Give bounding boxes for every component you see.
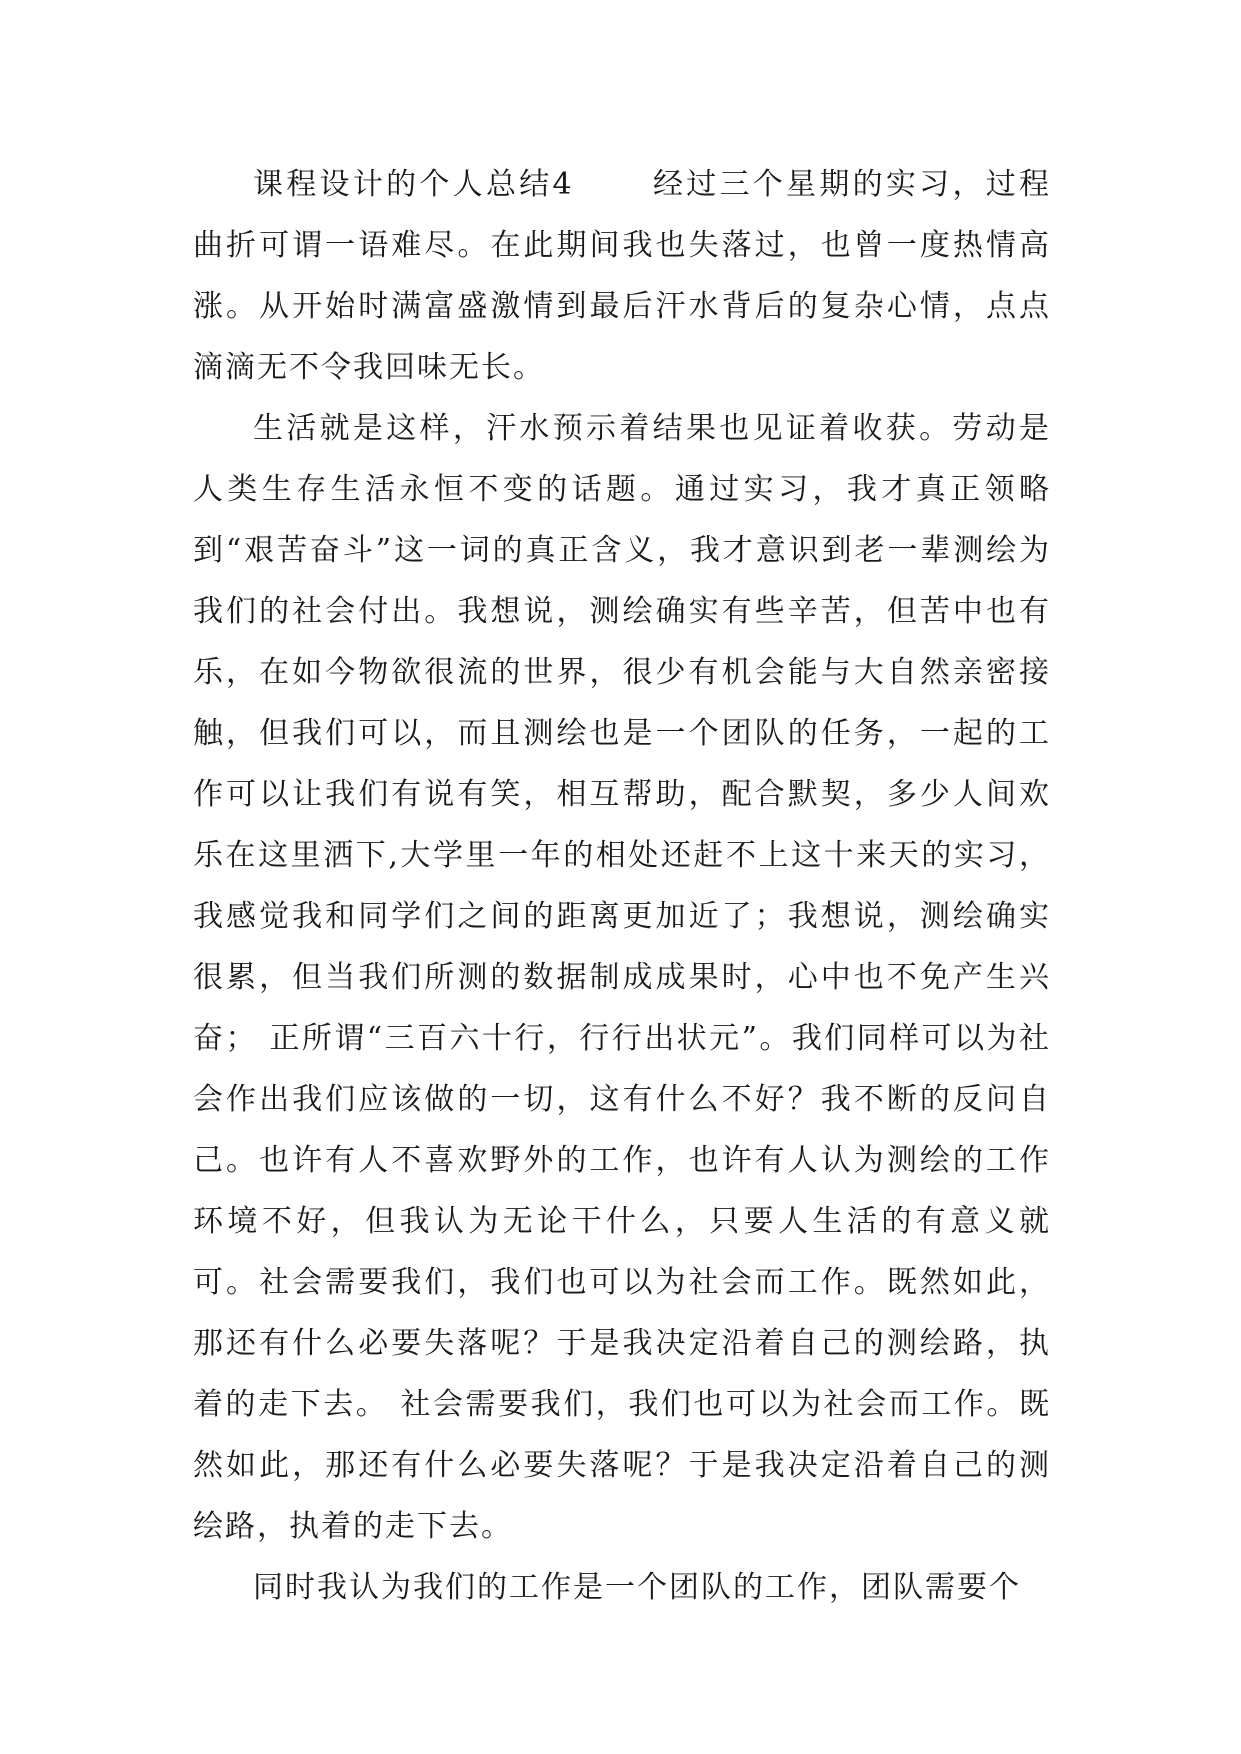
- paragraph-3: 同时我认为我们的工作是一个团队的工作，团队需要个: [253, 1570, 1021, 1605]
- paragraph-1: 课程设计的个人总结4 经过三个星期的实习，过程曲折可谓一语难尽。在此期间我也失落过，也曾一度热情高涨。从开始时满富盛激情到最后汗水背后的复杂心情，点点滴滴无不令我回味无长。: [193, 167, 1051, 385]
- document-body: [193, 154, 1051, 1618]
- paragraph-2: 生活就是这样，汗水预示着结果也见证着收获。劳动是人类生存生活永恒不变的话题。通过实习，我才真正领略到“艰苦奋斗”这一词的真正含义，我才意识到老一辈测绘为我们的社会付出。我想说，测绘确实有些辛苦，但苦中也有乐，在如今物欲很流的世界，很少有机会能与大自然亲密接触，但我们可以，而且测绘也是一个团队的任务，一起的工作可以让我们有说有笑，相互帮助，配合默契，多少人间欢乐在这里洒下,大学里一年的相处还赶不上这十来天的实习，我感觉我和同学们之间的距离更加近了；我想说，测绘确实很累，但当我们所测的数据制成成果时，心中也不免产生兴奋； 正所谓“三百六十行，行行出状元”。我们同样可以为社会作出我们应该做的一切，这有什么不好？我不断的反问自己。也许有人不喜欢野外的工作，也许有人认为测绘的工作环境不好，但我认为无论干什么，只要人生活的有意义就可。社会需要我们，我们也可以为社会而工作。既然如此，那还有什么必要失落呢？于是我决定沿着自己的测绘路，执着的走下去。 社会需要我们，我们也可以为社会而工作。既然如此，那还有什么必要失落呢？于是我决定沿着自己的测绘路，执着的走下去。: [193, 411, 1051, 1544]
